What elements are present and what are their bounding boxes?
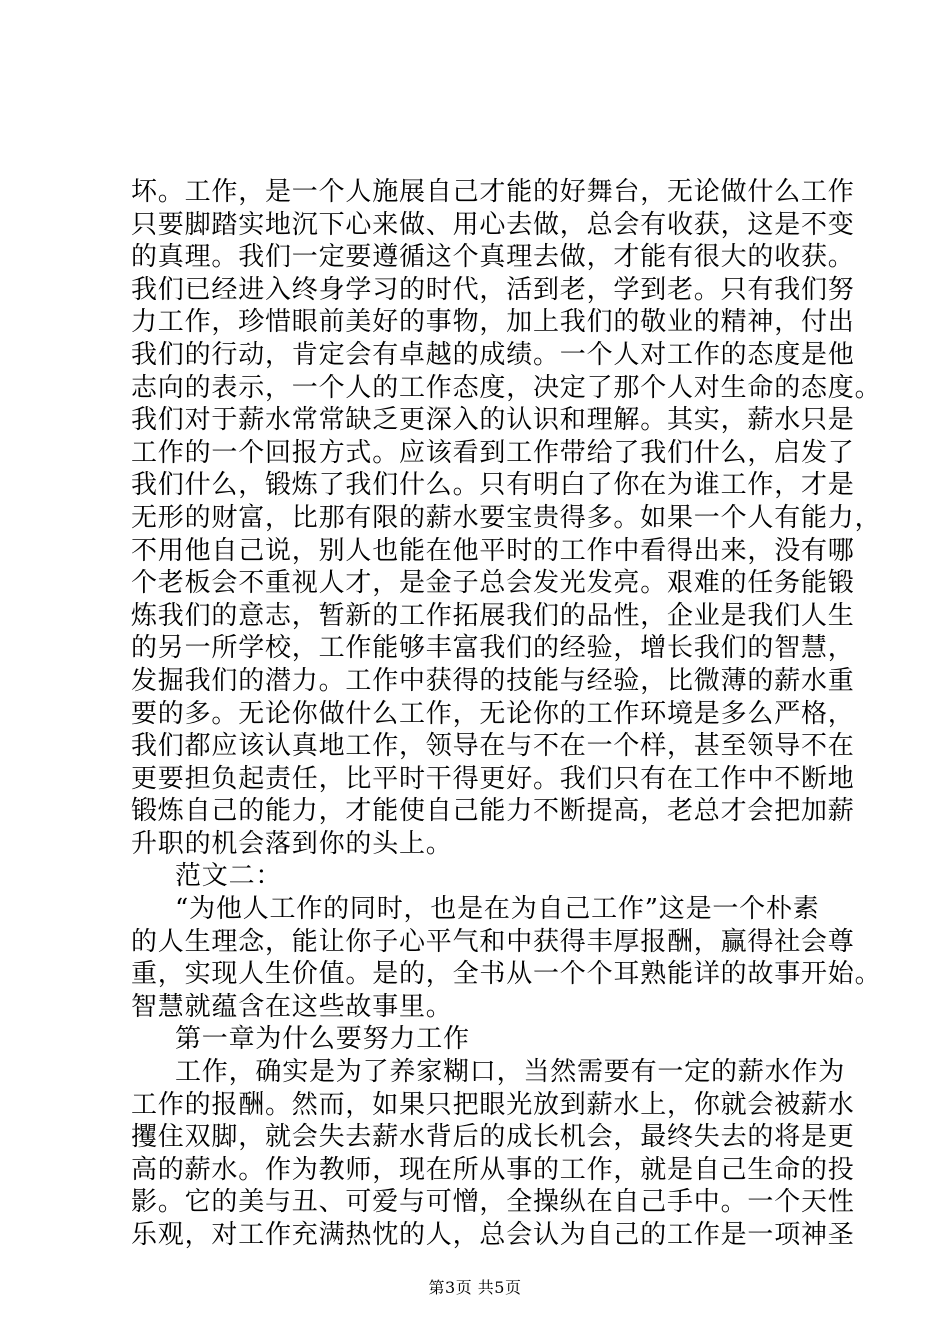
text-line: 重，实现人生价值。是的，全书从一个个耳熟能详的故事开始。 — [131, 959, 882, 990]
text-line: 的真理。我们一定要遵循这个真理去做，才能有很大的收获。 — [131, 242, 855, 273]
text-line: 坏。工作，是一个人施展自己才能的好舞台，无论做什么工作 — [131, 177, 855, 207]
text-line: 第一章为什么要努力工作 — [175, 1024, 470, 1055]
text-line: 的另一所学校，工作能够丰富我们的经验，增长我们的智慧， — [131, 633, 855, 664]
text-line: 的人生理念，能让你子心平气和中获得丰厚报酬，赢得社会尊 — [131, 926, 855, 957]
text-line: 炼我们的意志，暂新的工作拓展我们的品性，企业是我们人生 — [131, 600, 855, 631]
text-line: 工作的一个回报方式。应该看到工作带给了我们什么，启发了 — [131, 437, 855, 468]
text-line: 乐观，对工作充满热忱的人，总会认为自己的工作是一项神圣 — [131, 1220, 855, 1250]
text-line: 高的薪水。作为教师，现在所从事的工作，就是自己生命的投 — [131, 1154, 855, 1185]
text-line: 更要担负起责任，比平时干得更好。我们只有在工作中不断地 — [131, 763, 855, 794]
text-line: 智慧就蕴含在这些故事里。 — [131, 991, 453, 1022]
text-line: 我们都应该认真地工作，领导在与不在一个样，甚至领导不在 — [131, 731, 855, 762]
text-line: “为他人工作的同时，也是在为自己工作”这是一个朴素 — [175, 894, 820, 925]
text-line: 工作的报酬。然而，如果只把眼光放到薪水上，你就会被薪水 — [131, 1089, 855, 1120]
text-line: 志向的表示，一个人的工作态度，决定了那个人对生命的态度。 — [131, 372, 882, 403]
text-line: 工作，确实是为了养家糊口，当然需要有一定的薪水作为 — [175, 1057, 846, 1088]
text-line: 我们已经进入终身学习的时代，活到老，学到老。只有我们努 — [131, 274, 855, 305]
text-line: 个老板会不重视人才，是金子总会发光发亮。艰难的任务能锻 — [131, 568, 855, 599]
text-line: 升职的机会落到你的头上。 — [131, 828, 453, 859]
text-line: 只要脚踏实地沉下心来做、用心去做，总会有收获，这是不变 — [131, 209, 855, 240]
page-footer: 第3页 共5页 — [428, 1278, 522, 1297]
text-line: 不用他自己说，别人也能在他平时的工作中看得出来，没有哪 — [131, 535, 855, 566]
text-line: 我们的行动，肯定会有卓越的成绩。一个人对工作的态度是他 — [131, 339, 855, 370]
text-line: 发掘我们的潜力。工作中获得的技能与经验，比微薄的薪水重 — [131, 665, 855, 696]
text-line: 要的多。无论你做什么工作，无论你的工作环境是多么严格， — [131, 698, 855, 729]
text-line: 我们对于薪水常常缺乏更深入的认识和理解。其实，薪水只是 — [131, 405, 855, 436]
text-line: 力工作，珍惜眼前美好的事物，加上我们的敬业的精神，付出 — [131, 307, 855, 338]
text-line: 范文二： — [175, 861, 283, 892]
text-line: 影。它的美与丑、可爱与可憎，全操纵在自己手中。一个天性 — [131, 1187, 855, 1218]
text-line: 锻炼自己的能力，才能使自己能力不断提高，老总才会把加薪 — [131, 796, 855, 827]
body-text — [131, 176, 882, 1252]
text-line: 无形的财富，比那有限的薪水要宝贵得多。如果一个人有能力， — [131, 502, 882, 533]
text-line: 我们什么，锻炼了我们什么。只有明白了你在为谁工作，才是 — [131, 470, 855, 501]
text-line: 攫住双脚，就会失去薪水背后的成长机会，最终失去的将是更 — [131, 1122, 855, 1153]
